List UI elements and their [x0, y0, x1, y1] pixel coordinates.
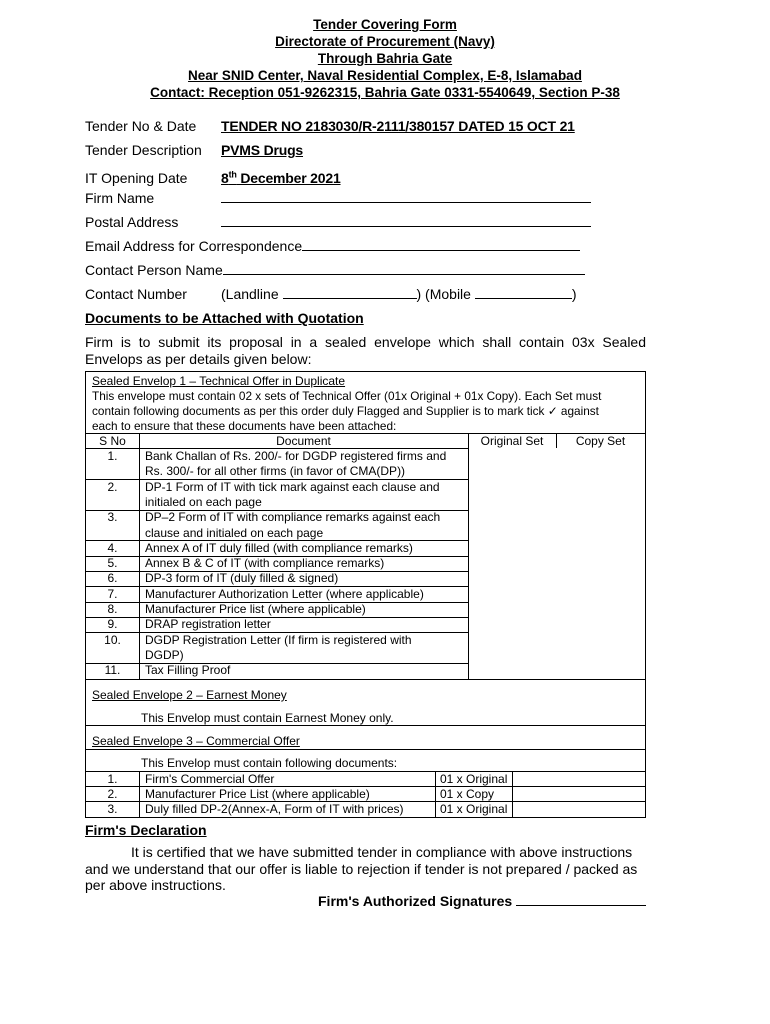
row-document: Manufacturer Price list (where applicable): [145, 602, 366, 616]
grid-line: [86, 617, 468, 618]
email-field[interactable]: [302, 238, 580, 251]
opening-date-value: 8th December 2021: [221, 169, 341, 186]
row-document: DP-1 Form of IT with tick mark against each clause and: [145, 479, 440, 494]
tender-no-value: TENDER NO 2183030/R-2111/380157 DATED 15 OCT 21: [221, 118, 575, 134]
row-number: 7.: [107, 586, 118, 601]
row-number: 2.: [107, 479, 118, 494]
directorate-line: Directorate of Procurement (Navy): [275, 34, 495, 49]
row-number: 1.: [107, 449, 118, 463]
col-copy-set: Copy Set: [575, 434, 626, 448]
row-number: 8.: [107, 602, 118, 616]
grid-line: [86, 749, 645, 750]
grid-line: [468, 433, 469, 679]
envelope1-title: Sealed Envelop 1 – Technical Offer in Duplicate: [92, 374, 346, 388]
signature-label: Firm's Authorized Signatures: [318, 893, 513, 909]
contact-number-row: [85, 285, 577, 303]
form-title: Tender Covering Form: [313, 17, 457, 32]
opening-date-label: IT Opening Date: [85, 169, 188, 186]
email-row: [85, 237, 580, 255]
mobile-label: ) (Mobile: [416, 286, 471, 302]
email-label: Email Address for Correspondence: [85, 238, 303, 254]
row-quantity: 01 x Original: [440, 802, 508, 816]
bahria-gate-line: Through Bahria Gate: [317, 51, 453, 66]
row-number: 2.: [107, 787, 118, 801]
row-document-continued: initialed on each page: [145, 494, 262, 509]
signature-row: [318, 892, 646, 910]
row-document: DP-3 form of IT (duly filled & signed): [145, 571, 339, 586]
envelope1-desc-3: each to ensure that these documents have been attached:: [92, 419, 397, 433]
tender-no-label: Tender No & Date: [85, 118, 197, 134]
row-number: 3.: [107, 802, 118, 816]
row-document: Firm's Commercial Offer: [145, 772, 275, 786]
row-quantity: 01 x Original: [440, 772, 508, 786]
landline-label: (Landline: [221, 286, 279, 302]
row-document-continued: clause and initialed on each page: [145, 525, 324, 540]
signature-field[interactable]: [516, 893, 646, 906]
row-document: Manufacturer Price List (where applicable): [145, 787, 370, 801]
landline-field[interactable]: [283, 286, 417, 299]
contact-line: Contact: Reception 051-9262315, Bahria Gate 0331-5540649, Section P-38: [150, 85, 620, 100]
grid-line: [512, 771, 513, 817]
envelope3-desc: This Envelop must contain following documents:: [141, 756, 398, 770]
firm-name-row: [85, 189, 591, 207]
envelope2-desc: This Envelop must contain Earnest Money only.: [141, 711, 394, 725]
row-document: Annex A of IT duly filled (with compliance remarks): [145, 540, 413, 555]
row-number: 9.: [107, 617, 118, 632]
postal-address-label: Postal Address: [85, 214, 179, 230]
declaration-line-2: and we understand that our offer is liable to rejection if tender is not prepared / packed as: [85, 861, 638, 877]
row-number: 11.: [104, 663, 121, 678]
tender-desc-value: PVMS Drugs: [221, 142, 304, 158]
envelope2-title: Sealed Envelope 2 – Earnest Money: [92, 688, 287, 702]
row-number: 6.: [107, 571, 118, 586]
declaration-line-3: per above instructions.: [85, 877, 226, 893]
address-line: Near SNID Center, Naval Residential Complex, E-8, Islamabad: [188, 68, 582, 83]
postal-address-field[interactable]: [221, 214, 591, 227]
tender-desc-row: [85, 141, 303, 159]
row-number: 1.: [107, 772, 118, 786]
col-original-set: Original Set: [480, 434, 544, 448]
row-document-continued: Rs. 300/- for all other firms (in favor of CMA(DP)): [145, 464, 406, 479]
contact-number-label: Contact Number: [85, 286, 187, 302]
grid-line: [435, 771, 436, 817]
envelope1-desc-2: contain following documents as per this order duly Flagged and Supplier is to mark tick ✓ against: [92, 404, 599, 418]
row-number: 5.: [107, 556, 118, 571]
row-number: 4.: [107, 540, 118, 555]
close-paren: ): [571, 286, 577, 302]
firm-name-field[interactable]: [221, 190, 591, 203]
opening-date-row: [85, 165, 341, 187]
postal-address-row: [85, 213, 591, 231]
row-document: Tax Filling Proof: [145, 663, 231, 678]
row-number: 3.: [107, 510, 118, 525]
col-document: Document: [276, 434, 331, 448]
row-document: DGDP Registration Letter (If firm is registered with: [145, 632, 412, 647]
envelope1-desc-1: This envelope must contain 02 x sets of Technical Offer (01x Original + 01x Copy). Each Set must: [92, 389, 602, 403]
documents-intro: Firm is to submit its proposal in a sealed envelope which shall contain 03x Sealed Envelops as per details given below:: [85, 334, 646, 367]
documents-heading: Documents to be Attached with Quotation: [85, 310, 364, 326]
envelope3-table: [85, 725, 646, 818]
declaration-line-1: It is certified that we have submitted tender in compliance with above instructions: [131, 844, 633, 860]
envelope2-box: [85, 679, 646, 726]
row-document: Duly filled DP-2(Annex-A, Form of IT with prices): [145, 802, 404, 816]
row-document: Annex B & C of IT (with compliance remarks): [145, 556, 385, 571]
row-document-continued: DGDP): [145, 647, 184, 662]
grid-line: [139, 771, 140, 817]
col-sno: S No: [99, 434, 126, 448]
row-quantity: 01 x Copy: [440, 787, 495, 801]
tender-no-row: [85, 117, 575, 135]
mobile-field[interactable]: [475, 286, 572, 299]
firm-name-label: Firm Name: [85, 190, 155, 206]
grid-line: [86, 663, 468, 664]
row-document: Manufacturer Authorization Letter (where applicable): [145, 586, 424, 601]
row-number: 10.: [104, 632, 121, 647]
row-document: DP–2 Form of IT with compliance remarks against each: [145, 510, 441, 525]
declaration-heading: Firm's Declaration: [85, 822, 207, 838]
envelope1-table: [85, 371, 646, 680]
tender-desc-label: Tender Description: [85, 142, 202, 158]
row-document: Bank Challan of Rs. 200/- for DGDP registered firms and: [145, 449, 447, 463]
envelope3-title: Sealed Envelope 3 – Commercial Offer: [92, 734, 300, 748]
contact-person-row: [85, 261, 585, 279]
row-document: DRAP registration letter: [145, 617, 271, 632]
contact-person-label: Contact Person Name: [85, 262, 223, 278]
contact-person-field[interactable]: [223, 262, 585, 275]
